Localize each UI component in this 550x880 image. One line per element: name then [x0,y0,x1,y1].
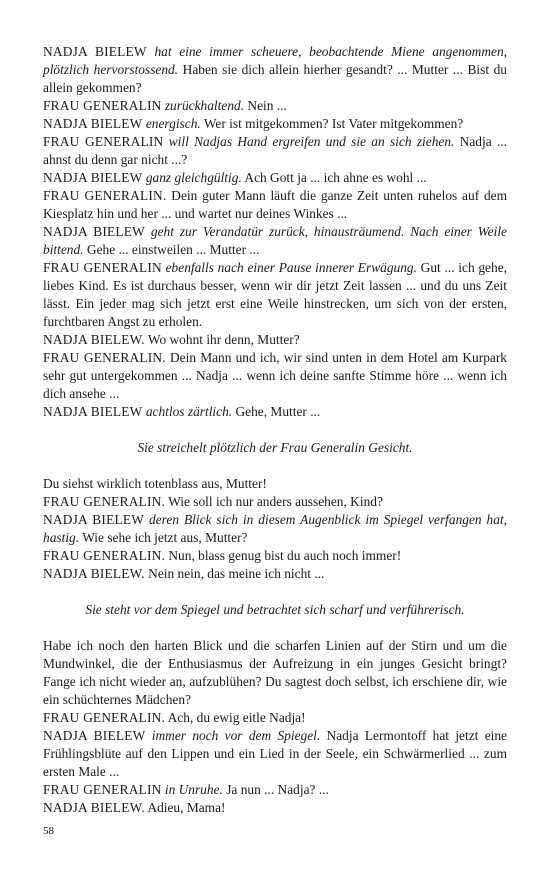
speech-text: Ach Gott ja ... ich ahne es wohl ... [241,170,427,185]
stage-direction-1: Sie streichelt plötzlich der Frau Generalin Gesicht. [137,440,413,455]
speaker-name: NADJA BIELEW [43,512,145,527]
dialogue-line [43,349,507,403]
dialogue-line [43,331,507,349]
dialogue-line [43,727,507,781]
speaker-name: FRAU GENERALIN [43,782,162,797]
stage-direction: energisch. [145,116,201,131]
speaker-name: NADJA BIELEW [43,224,146,239]
dialogue-line [43,187,507,223]
speaker-name: FRAU GENERALIN. [43,710,166,725]
dialogue-line [43,493,507,511]
speech-text: Wer ist mitgekommen? Ist Vater mitgekommen? [200,116,464,131]
dialogue-line [43,799,507,817]
stage-direction: in Unruhe. [164,782,223,797]
speech-text: Nun, blass genug bist du auch noch immer! [165,548,402,563]
dialogue-block-2 [43,475,507,583]
speaker-name: NADJA BIELEW. [43,332,145,347]
speech-text: Nein nein, das meine ich nicht ... [144,566,325,581]
stage-direction: ganz gleichgültig. [145,170,242,185]
speaker-name: FRAU GENERALIN [43,98,162,113]
stage-direction: geht zur Verandatür zurück, hinausträumend. Nach einer Weile bittend. [43,224,508,257]
stage-direction: achtlos zärtlich. [145,404,233,419]
dialogue-line [43,97,507,115]
speech-text: Nadja Lermontoff hat jetzt eine Frühlingsblüte auf den Lippen und ein Lied in der Seele, ein Schwärmerlied ... zum ersten Male ... [43,728,508,779]
speech-text: Haben sie dich allein hierher gesandt? ... Mutter ... Bist du allein gekommen? [43,62,507,95]
dialogue-line [43,565,507,583]
speech-text: Gehe ... einstweilen ... Mutter ... [83,242,260,257]
dialogue-block-3 [43,637,507,817]
dialogue-line [43,223,507,259]
dialogue-line [43,115,507,133]
speaker-name: FRAU GENERALIN. [43,494,166,509]
dialogue-line [43,43,507,97]
speaker-name: NADJA BIELEW. [43,566,145,581]
speaker-name: NADJA BIELEW [43,728,146,743]
dialogue-line [43,637,507,709]
stage-direction: ebenfalls nach einer Pause innerer Erwägung. [165,260,417,275]
speaker-name: NADJA BIELEW [43,116,143,131]
speaker-name: NADJA BIELEW [43,404,143,419]
speech-text: Ach, du ewig eitle Nadja! [165,710,306,725]
speech-text: Dein guter Mann läuft die ganze Zeit unten ruhelos auf dem Kiesplatz hin und her ... und wartet nur deines Winkes ... [43,188,507,221]
play-text [43,43,507,817]
stage-direction: immer noch vor dem Spiegel. [151,728,321,743]
stage-direction: deren Blick sich in diesem Augenblick im Spiegel verfangen hat, hastig. [43,512,508,545]
dialogue-line [43,133,507,169]
speaker-name: NADJA BIELEW. [43,800,145,815]
stage-direction: will Nadjas Hand ergreifen und sie an sich ziehen. [168,134,455,149]
speech-text: Ja nun ... Nadja? ... [222,782,329,797]
dialogue-line [43,511,507,547]
dialogue-line [43,709,507,727]
speech-text: Adieu, Mama! [144,800,226,815]
dialogue-line [43,547,507,565]
speech-text: Habe ich noch den harten Blick und die scharfen Linien auf der Stirn und um die Mundwinkel, die der Enthusiasmus der Aufreizung in ein junges Gesicht bringt? Fange ich nicht wieder an, aufzublühen? Du sagtest doch selbst, ich erschiene dir, wie ein schüchternes Mädchen? [43,638,507,707]
speaker-name: FRAU GENERALIN. [43,350,166,365]
page-number: 58 [43,825,54,837]
speech-text: Gehe, Mutter ... [232,404,321,419]
speech-text: Dein Mann und ich, wir sind unten in dem Hotel am Kurpark sehr gut untergekommen ... Nadja ... wenn ich deine sanfte Stimme höre ... wenn ich dich ansehe ... [43,350,507,401]
dialogue-line [43,259,507,331]
speech-text: Wo wohnt ihr denn, Mutter? [144,332,300,347]
stage-direction: hat eine immer scheuere, beobachtende Miene angenommen, plötzlich hervorstossend. [43,44,507,77]
speech-text: Nein ... [244,98,287,113]
speech-text: Wie sehe ich jetzt aus, Mutter? [79,530,248,545]
dialogue-line [43,475,507,493]
speech-text: Gut ... ich gehe, liebes Kind. Es ist durchaus besser, wenn wir dir jetzt Zeit lassen ... und du uns Zeit lässt. Ein jeder mag sich jetzt erst eine Weile hinstrecken, um sich von der ersten, furchtbaren Angst zu erholen. [43,260,507,329]
speech-text: Du siehst wirklich totenblass aus, Mutter! [43,476,267,491]
speaker-name: NADJA BIELEW [43,44,147,59]
stage-direction-2: Sie steht vor dem Spiegel und betrachtet sich scharf und verführerisch. [85,602,465,617]
speaker-name: FRAU GENERALIN [43,134,164,149]
stage-direction: zurückhaltend. [164,98,245,113]
speaker-name: NADJA BIELEW [43,170,143,185]
speech-text: Wie soll ich nur anders aussehen, Kind? [165,494,383,509]
speech-text: Nadja ... ahnst du denn gar nicht ...? [43,134,507,167]
dialogue-block-1 [43,43,507,421]
speaker-name: FRAU GENERALIN. [43,188,167,203]
dialogue-line [43,403,507,421]
speaker-name: FRAU GENERALIN. [43,548,166,563]
dialogue-line [43,781,507,799]
speaker-name: FRAU GENERALIN [43,260,162,275]
dialogue-line [43,169,507,187]
